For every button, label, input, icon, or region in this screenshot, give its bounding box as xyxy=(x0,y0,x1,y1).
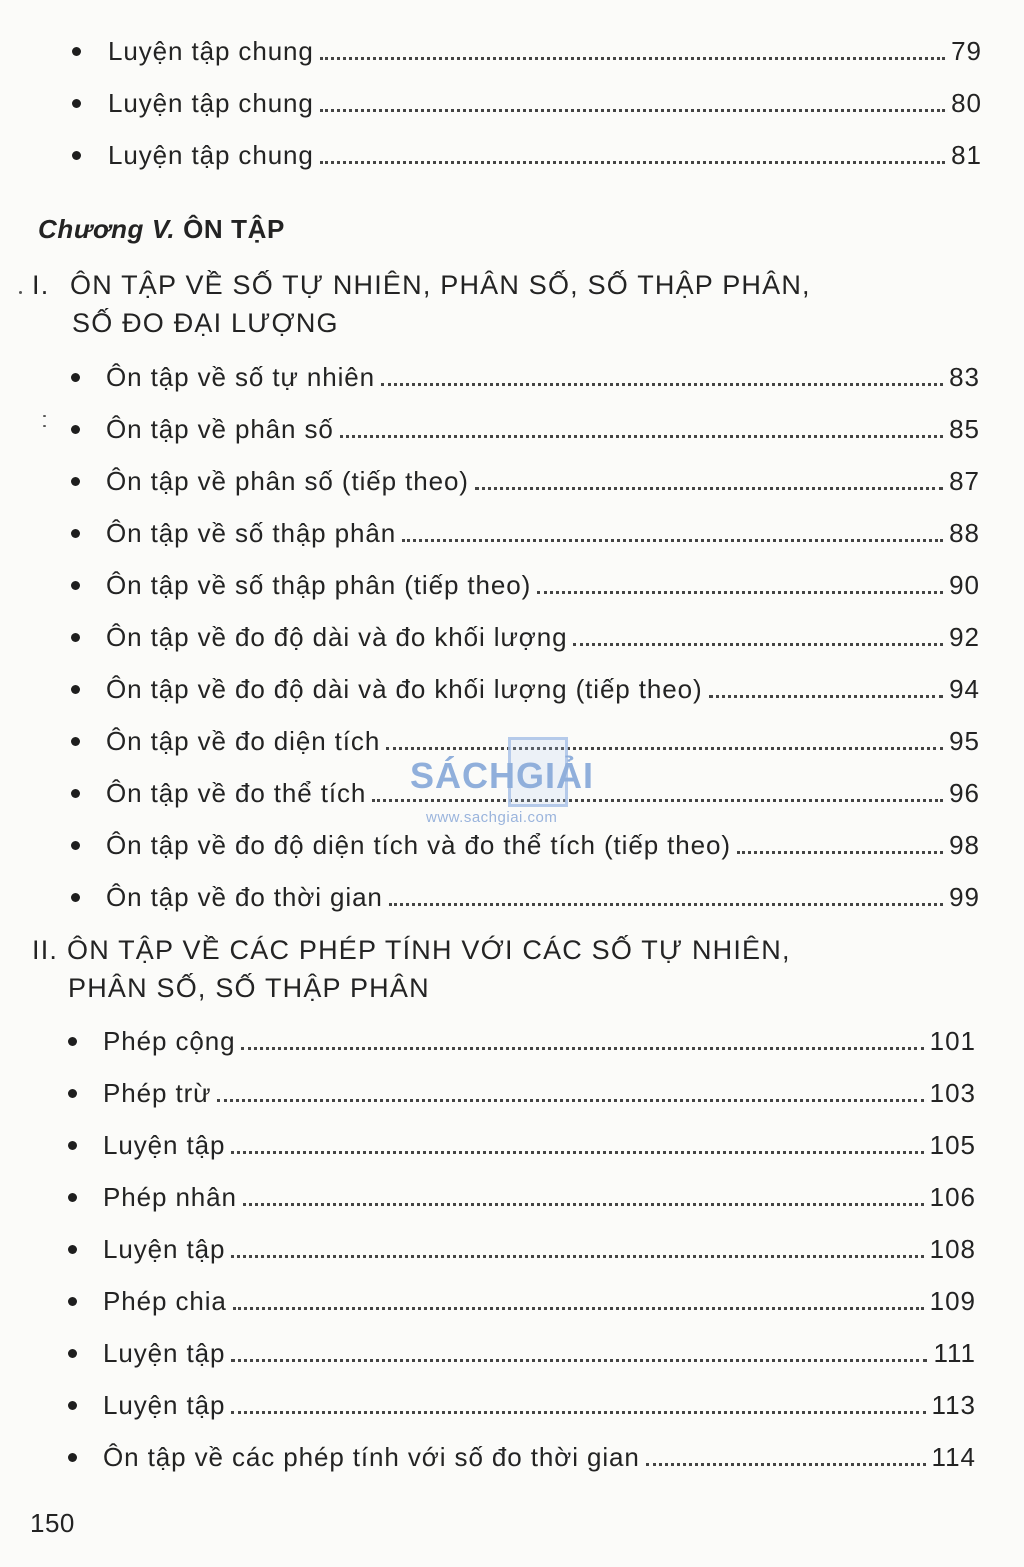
toc-entry xyxy=(0,455,1024,507)
toc-entry xyxy=(0,1327,1024,1379)
toc-entry-title: Ôn tập về số thập phân (tiếp theo) xyxy=(106,569,532,600)
chapter-prefix: Chương V. xyxy=(38,214,176,244)
bullet-icon xyxy=(68,1193,77,1202)
toc-entry xyxy=(0,77,1024,129)
bullet-icon xyxy=(68,1453,77,1462)
toc-entry-page: 87 xyxy=(949,465,980,496)
toc-entry-page: 98 xyxy=(949,829,980,860)
bullet-icon xyxy=(72,151,81,160)
toc-entry-page: 81 xyxy=(951,139,982,170)
dot-leader xyxy=(243,1203,924,1206)
toc-entry xyxy=(0,1015,1024,1067)
toc-entry xyxy=(0,1119,1024,1171)
toc-entry-title: Luyện tập xyxy=(103,1233,226,1264)
toc-entry-page: 105 xyxy=(929,1129,976,1160)
toc-entry-page: 109 xyxy=(929,1285,976,1316)
bullet-icon xyxy=(68,1037,77,1046)
toc-top-list xyxy=(0,25,1024,181)
toc-entry xyxy=(0,611,1024,663)
toc-entry-title: Phép cộng xyxy=(103,1025,236,1056)
section-2-title-line2: PHÂN SỐ, SỐ THẬP PHÂN xyxy=(68,973,430,1003)
toc-entry xyxy=(0,1223,1024,1275)
toc-entry-title: Ôn tập về số tự nhiên xyxy=(106,361,376,392)
dot-leader xyxy=(320,109,945,112)
toc-entry-title: Luyện tập xyxy=(103,1389,226,1420)
toc-entry xyxy=(0,1275,1024,1327)
section-1-title-line2: SỐ ĐO ĐẠI LƯỢNG xyxy=(72,308,339,338)
toc-entry-title: Phép trừ xyxy=(103,1077,212,1108)
toc-entry-title: Phép nhân xyxy=(103,1181,237,1212)
section-1-title-line1: ÔN TẬP VỀ SỐ TỰ NHIÊN, PHÂN SỐ, SỐ THẬP PHÂN, xyxy=(70,270,811,300)
section-2-heading xyxy=(32,931,791,1007)
sachgiai-watermark xyxy=(410,735,620,835)
section-1-list xyxy=(0,351,1024,923)
toc-entry-title: Ôn tập về số thập phân xyxy=(106,517,397,548)
chapter-title xyxy=(38,214,285,245)
toc-entry-title: Luyện tập xyxy=(103,1337,226,1368)
toc-entry xyxy=(0,507,1024,559)
toc-entry-page: 114 xyxy=(931,1441,976,1472)
toc-entry-page: 88 xyxy=(949,517,980,548)
toc-entry-page: 111 xyxy=(933,1337,976,1368)
dot-leader xyxy=(241,1047,923,1050)
section-2-title-line1: ÔN TẬP VỀ CÁC PHÉP TÍNH VỚI CÁC SỐ TỰ NHIÊN, xyxy=(67,935,791,965)
watermark-logo-text xyxy=(410,755,594,797)
toc-entry-page: 92 xyxy=(949,621,980,652)
bullet-icon xyxy=(68,1297,77,1306)
dot-leader xyxy=(646,1463,926,1466)
bullet-icon xyxy=(71,477,80,486)
toc-entry-page: 103 xyxy=(929,1077,976,1108)
toc-entry xyxy=(0,1431,1024,1483)
toc-entry-title: Ôn tập về các phép tính với số đo thời gian xyxy=(103,1441,640,1472)
toc-entry xyxy=(0,129,1024,181)
dot-leader xyxy=(320,161,945,164)
dot-leader xyxy=(231,1411,925,1414)
toc-entry-title: Luyện tập chung xyxy=(108,35,314,66)
toc-entry xyxy=(0,403,1024,455)
toc-entry xyxy=(0,1067,1024,1119)
section-2-list xyxy=(0,1015,1024,1483)
dot-leader xyxy=(233,1307,924,1310)
toc-entry-title: Luyện tập chung xyxy=(108,87,314,118)
dot-leader xyxy=(231,1151,923,1154)
toc-entry-title: Ôn tập về đo độ diện tích và đo thể tích (tiếp theo) xyxy=(106,829,731,860)
toc-entry xyxy=(0,25,1024,77)
toc-entry xyxy=(0,1171,1024,1223)
toc-entry xyxy=(0,351,1024,403)
dot-leader xyxy=(573,643,943,646)
toc-entry-title: Luyện tập chung xyxy=(108,139,314,170)
bullet-icon xyxy=(71,581,80,590)
dot-leader xyxy=(537,591,943,594)
toc-entry-title: Phép chia xyxy=(103,1285,227,1316)
dot-leader xyxy=(320,57,945,60)
section-1-heading xyxy=(32,266,811,342)
scan-speck xyxy=(19,291,22,294)
toc-entry xyxy=(0,559,1024,611)
toc-entry-page: 85 xyxy=(949,413,980,444)
bullet-icon xyxy=(71,685,80,694)
toc-entry-title: Ôn tập về phân số xyxy=(106,413,334,444)
scan-speck xyxy=(43,415,46,417)
dot-leader xyxy=(231,1255,923,1258)
bullet-icon xyxy=(71,893,80,902)
bullet-icon xyxy=(68,1245,77,1254)
toc-entry-title: Ôn tập về đo thời gian xyxy=(106,881,383,912)
dot-leader xyxy=(389,903,943,906)
bullet-icon xyxy=(71,529,80,538)
bullet-icon xyxy=(68,1401,77,1410)
toc-entry-title: Ôn tập về phân số (tiếp theo) xyxy=(106,465,469,496)
bullet-icon xyxy=(71,425,80,434)
toc-entry-title: Ôn tập về đo độ dài và đo khối lượng xyxy=(106,621,568,652)
scan-speck xyxy=(43,425,46,427)
dot-leader xyxy=(381,383,943,386)
section-1-number: I. xyxy=(32,270,50,300)
toc-entry-title: Ôn tập về đo độ dài và đo khối lượng (tiếp theo) xyxy=(106,673,703,704)
dot-leader xyxy=(340,435,943,438)
toc-entry-title: Ôn tập về đo thể tích xyxy=(106,777,367,808)
toc-entry-page: 108 xyxy=(929,1233,976,1264)
toc-entry xyxy=(0,871,1024,923)
bullet-icon xyxy=(68,1141,77,1150)
bullet-icon xyxy=(71,373,80,382)
watermark-text-left: SÁCH xyxy=(410,755,517,796)
toc-entry-page: 79 xyxy=(951,35,982,66)
toc-entry-page: 113 xyxy=(931,1389,976,1420)
toc-entry-page: 106 xyxy=(929,1181,976,1212)
dot-leader xyxy=(217,1099,923,1102)
dot-leader xyxy=(231,1359,927,1362)
toc-entry-page: 80 xyxy=(951,87,982,118)
toc-entry-page: 95 xyxy=(949,725,980,756)
toc-entry-page: 96 xyxy=(949,777,980,808)
bullet-icon xyxy=(72,47,81,56)
dot-leader xyxy=(402,539,943,542)
toc-entry-page: 90 xyxy=(949,569,980,600)
toc-entry-page: 83 xyxy=(949,361,980,392)
toc-entry-page: 99 xyxy=(949,881,980,912)
bullet-icon xyxy=(68,1089,77,1098)
toc-entry xyxy=(0,1379,1024,1431)
toc-entry-title: Luyện tập xyxy=(103,1129,226,1160)
toc-entry xyxy=(0,663,1024,715)
bullet-icon xyxy=(68,1349,77,1358)
section-2-number: II. xyxy=(32,935,59,965)
watermark-url: www.sachgiai.com xyxy=(426,809,558,826)
bullet-icon xyxy=(71,633,80,642)
chapter-name: ÔN TẬP xyxy=(183,214,285,244)
watermark-text-right: GIẢI xyxy=(516,755,595,796)
bullet-icon xyxy=(71,789,80,798)
dot-leader xyxy=(475,487,943,490)
bullet-icon xyxy=(71,841,80,850)
bullet-icon xyxy=(71,737,80,746)
toc-entry-page: 94 xyxy=(949,673,980,704)
page-number: 150 xyxy=(30,1508,75,1538)
toc-entry-page: 101 xyxy=(929,1025,976,1056)
toc-entry-title: Ôn tập về đo diện tích xyxy=(106,725,381,756)
dot-leader xyxy=(709,695,944,698)
dot-leader xyxy=(737,851,943,854)
bullet-icon xyxy=(72,99,81,108)
